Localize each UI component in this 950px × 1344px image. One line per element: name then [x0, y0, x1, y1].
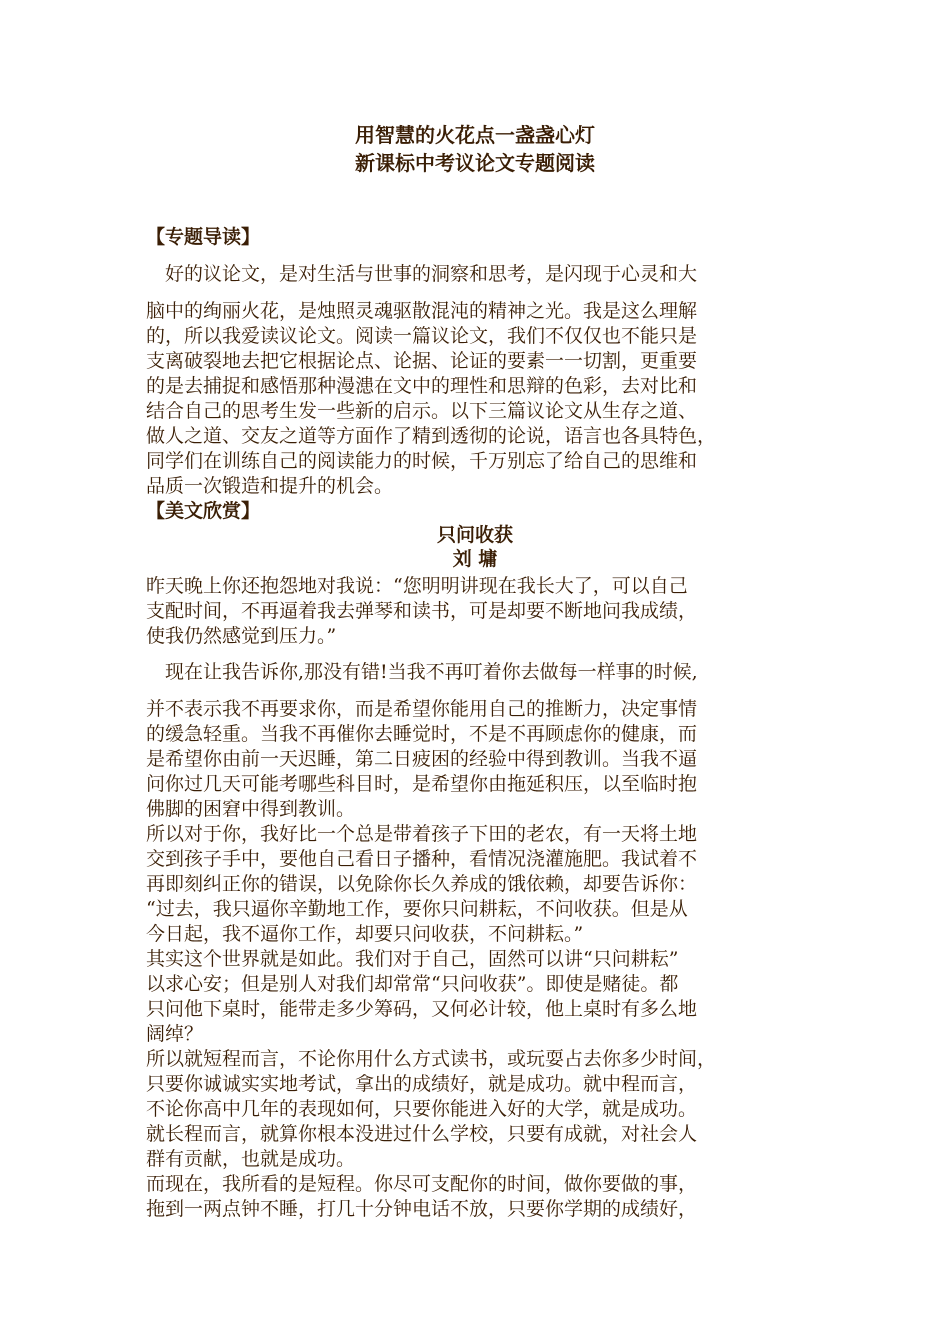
text-line: 现在让我告诉你,那没有错!当我不再叮着你去做每一样事的时候, — [146, 661, 698, 683]
text-line: 群有贡献，也就是成功。 — [146, 1148, 356, 1170]
text-line: 只问他下桌时，能带走多少筹码，又何必计较，他上桌时有多么地 — [146, 998, 698, 1020]
text-line: 就长程而言，就算你根本没进过什么学校，只要有成就，对社会人 — [146, 1123, 698, 1145]
text-line: 结合自己的思考生发一些新的启示。以下三篇议论文从生存之道、 — [146, 400, 698, 422]
text-line: 阔绰？ — [146, 1023, 204, 1045]
text-line: 并不表示我不再要求你，而是希望你能用自己的推断力，决定事情 — [146, 698, 698, 720]
text-line: 今日起，我不逼你工作，却要只问收获，不问耕耘。” — [146, 923, 584, 945]
text-line: 同学们在训练自己的阅读能力的时候，千万别忘了给自己的思维和 — [146, 450, 698, 472]
essay-title: 只问收获 — [436, 524, 513, 546]
text-line: 支配时间，不再逼着我去弹琴和读书，可是却要不断地问我成绩， — [146, 600, 698, 622]
text-line: 而现在，我所看的是短程。你尽可支配你的时间，做你要做的事， — [146, 1173, 698, 1195]
text-line: 脑中的绚丽火花，是烛照灵魂驱散混沌的精神之光。我是这么理解 — [146, 300, 698, 322]
document-title: 用智慧的火花点一盏盏心灯 — [355, 123, 595, 147]
text-line: 支离破裂地去把它根据论点、论据、论证的要素一一切割，更重要 — [146, 350, 698, 372]
essay-author: 刘 墉 — [452, 548, 498, 570]
section-heading-intro: 【专题导读】 — [146, 226, 261, 248]
text-line: 其实这个世界就是如此。我们对于自己，固然可以讲“只问耕耘” — [146, 948, 679, 970]
text-line: 是希望你由前一天迟睡，第二日疲困的经验中得到教训。当我不逼 — [146, 748, 698, 770]
text-line: 拖到一两点钟不睡，打几十分钟电话不放，只要你学期的成绩好， — [146, 1198, 698, 1220]
text-line: 的是去捕捉和感悟那种漫漶在文中的理性和思辩的色彩，去对比和 — [146, 375, 698, 397]
text-line: 所以就短程而言，不论你用什么方式读书，或玩耍占去你多少时间， — [146, 1048, 717, 1070]
text-line: 的缓急轻重。当我不再催你去睡觉时，不是不再顾虑你的健康，而 — [146, 723, 698, 745]
text-line: 好的议论文，是对生活与世事的洞察和思考，是闪现于心灵和大 — [146, 263, 698, 285]
document-subtitle: 新课标中考议论文专题阅读 — [355, 151, 595, 175]
section-heading-essays: 【美文欣赏】 — [146, 500, 261, 522]
text-line: 的，所以我爱读议论文。阅读一篇议论文，我们不仅仅也不能只是 — [146, 325, 698, 347]
text-line: 以求心安；但是别人对我们却常常“只问收获”。即使是赌徒。都 — [146, 973, 679, 995]
text-line: 所以对于你，我好比一个总是带着孩子下田的老农，有一天将土地 — [146, 823, 698, 845]
text-line: 使我仍然感觉到压力。” — [146, 625, 337, 647]
text-line: 做人之道、交友之道等方面作了精到透彻的论说，语言也各具特色， — [146, 425, 717, 447]
text-line: 品质一次锻造和提升的机会。 — [146, 475, 394, 497]
text-line: 佛脚的困窘中得到教训。 — [146, 798, 356, 820]
text-line: 只要你诚诚实实地考试，拿出的成绩好，就是成功。就中程而言， — [146, 1073, 698, 1095]
text-line: 不论你高中几年的表现如何，只要你能进入好的大学，就是成功。 — [146, 1098, 698, 1120]
text-line: 交到孩子手中，要他自己看日子播种，看情况浇灌施肥。我试着不 — [146, 848, 698, 870]
text-line: 再即刻纠正你的错误，以免除你长久养成的饿依赖，却要告诉你： — [146, 873, 698, 895]
text-line: “过去，我只逼你辛勤地工作，要你只问耕耘，不问收获。但是从 — [146, 898, 688, 920]
text-line: 昨天晚上你还抱怨地对我说：“您明明讲现在我长大了，可以自己 — [146, 575, 688, 597]
text-line: 问你过几天可能考哪些科目时，是希望你由拖延积压，以至临时抱 — [146, 773, 698, 795]
